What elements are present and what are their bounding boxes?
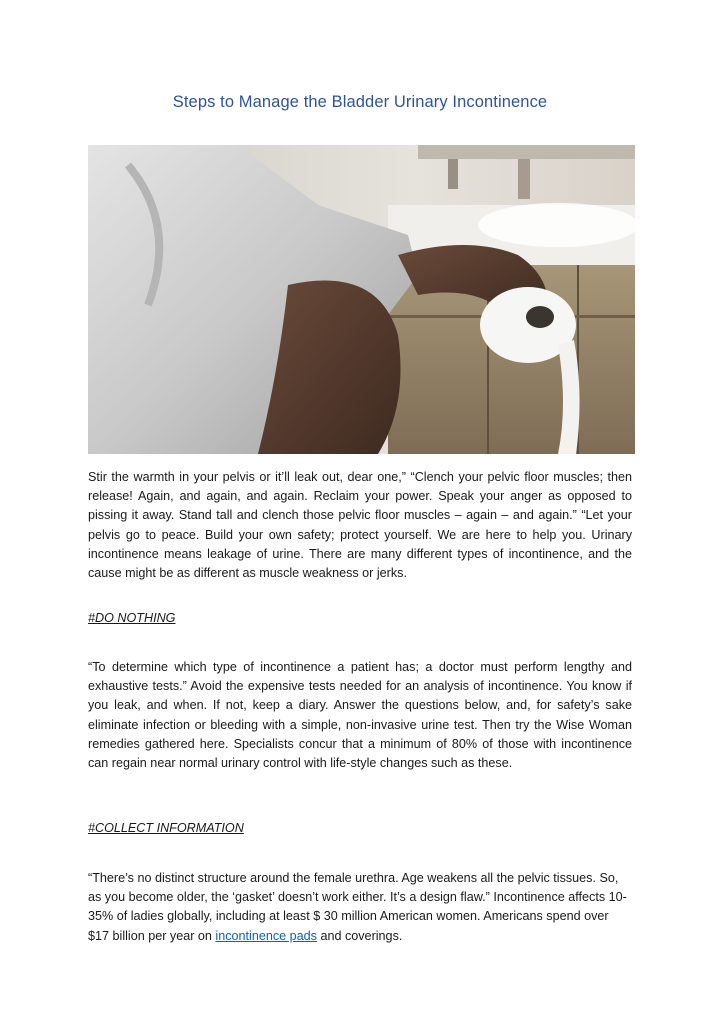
do-nothing-paragraph: “To determine which type of incontinence a patient has; a doctor must perform lengthy and exhaustive tests.” Avoid the expensive tests needed for an analysis of incontinence. You know if you leak, and when. If not, keep a diary. Answer the questions below, and, for safety’s sake eliminate infection or bleeding with a simple, non-invasive urine test. Then try the Wise Woman remedies gathered here. Specialists concur that a minimum of 80% of those with incontinence can regain near normal urinary control with life-style changes such as these. <box>88 660 632 771</box>
bathroom-photo <box>88 145 635 454</box>
paragraph-text-end: and coverings. <box>316 928 403 943</box>
section-heading-do-nothing: #DO NOTHING <box>88 611 176 625</box>
intro-paragraph: Stir the warmth in your pelvis or it’ll leak out, dear one,” “Clench your pelvic floor muscles; then release! Again, and again, and again. Reclaim your power. Speak your anger as opposed to pissing it away. Stand tall and clench those pelvic floor muscles – again – and again.” “Let your pelvis go to peace. Build your own safety; protect yourself. We are here to help you. Urinary incontinence means leakage of urine. There are many different types of incontinence, and the cause might be as different as muscle weakness or jerks. <box>88 470 632 581</box>
page-title: Steps to Manage the Bladder Urinary Incontinence <box>172 93 548 111</box>
collect-information-paragraph <box>88 869 632 946</box>
paragraph-text: “There’s no distinct structure around the female urethra. Age weakens all the pelvic tissues. So, as you become older, the ‘gasket’ doesn’t work either. It’s a design flaw.” Incontinence affects 10-35% of ladies globally, including at least $ 30 million American women. Americans spend over $17 billion per year on <box>88 871 627 943</box>
section-heading-collect-information: #COLLECT INFORMATION <box>88 821 244 835</box>
incontinence-pads-link[interactable]: incontinence pads <box>215 928 317 943</box>
